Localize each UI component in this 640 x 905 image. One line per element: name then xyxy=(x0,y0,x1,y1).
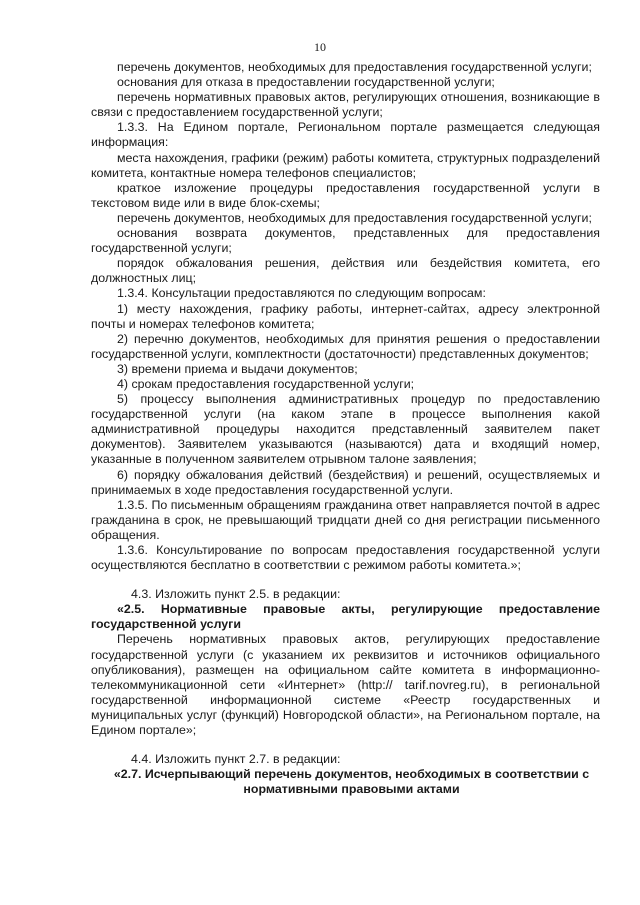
paragraph: 5) процессу выполнения административных процедур по предоставлению государственной услуги (на каком этапе в процессе выполнения какой административной процедуры находится представленный заявителем пакет документов). Заявителем указываются (называются) дата и входящий номер, указанные в полученном заявителем отрывном талоне заявления; xyxy=(91,392,600,467)
paragraph: перечень документов, необходимых для предоставления государственной услуги; xyxy=(117,210,592,225)
paragraph: 1.3.4. Консультации предоставляются по следующим вопросам: xyxy=(117,286,486,301)
paragraph: основания для отказа в предоставлении государственной услуги; xyxy=(117,75,495,90)
paragraph: места нахождения, графики (режим) работы комитета, структурных подразделений комитета, контактные номера телефонов специалистов; xyxy=(91,150,600,180)
amendment-instruction: 4.3. Изложить пункт 2.5. в редакции: xyxy=(131,587,341,602)
paragraph: 1.3.6. Консультирование по вопросам предоставления государственной услуги осуществляются бесплатно в соответствии с режимом работы комитета.»; xyxy=(91,543,600,573)
paragraph: 3) времени приема и выдачи документов; xyxy=(117,361,358,376)
paragraph: 1.3.5. По письменным обращениям гражданина ответ направляется почтой в адрес гражданина в срок, не превышающий тридцати дней со дня регистрации письменного обращения. xyxy=(91,497,600,542)
section-heading: «2.7. Исчерпывающий перечень документов, необходимых в соответствии с нормативными правовыми актами xyxy=(113,767,590,797)
amendment-instruction: 4.4. Изложить пункт 2.7. в редакции: xyxy=(131,752,341,767)
paragraph: 2) перечню документов, необходимых для принятия решения о предоставлении государственной услуги, комплектности (достаточности) представленных документов; xyxy=(91,331,600,361)
paragraph: перечень документов, необходимых для предоставления государственной услуги; xyxy=(117,60,592,74)
section-heading: «2.5. Нормативные правовые акты, регулирующие предоставление государственной услуги xyxy=(91,602,600,632)
paragraph: краткое изложение процедуры предоставления государственной услуги в текстовом виде или в виде блок-схемы; xyxy=(91,180,600,210)
paragraph: 1) месту нахождения, графику работы, интернет-сайтах, адресу электронной почты и номерах телефонов комитета; xyxy=(91,301,600,331)
paragraph: 1.3.3. На Едином портале, Региональном портале размещается следующая информация: xyxy=(91,120,600,150)
page-number: 10 xyxy=(314,40,326,54)
document-body xyxy=(91,60,600,797)
paragraph: порядок обжалования решения, действия или бездействия комитета, его должностных лиц; xyxy=(91,256,600,286)
paragraph: 6) порядку обжалования действий (бездействия) и решений, осуществляемых и принимаемых в ходе предоставления государственной услуги. xyxy=(91,467,600,497)
paragraph: перечень нормативных правовых актов, регулирующих отношения, возникающие в связи с предоставлением государственной услуги; xyxy=(91,90,600,120)
paragraph: Перечень нормативных правовых актов, регулирующих предоставление государственной услуги (с указанием их реквизитов и источников официального опубликования), размещен на официальном сайте комитета в информационно-телекоммуникационной сети «Интернет» (http:// tarif.novreg.ru), в региональной государственной информационной системе «Реестр государственных и муниципальных услуг (функций) Новгородской области», на Региональном портале, на Едином портале»; xyxy=(91,632,600,738)
paragraph: 4) срокам предоставления государственной услуги; xyxy=(117,376,415,391)
paragraph: основания возврата документов, представленных для предоставления государственной услуги; xyxy=(91,226,600,256)
